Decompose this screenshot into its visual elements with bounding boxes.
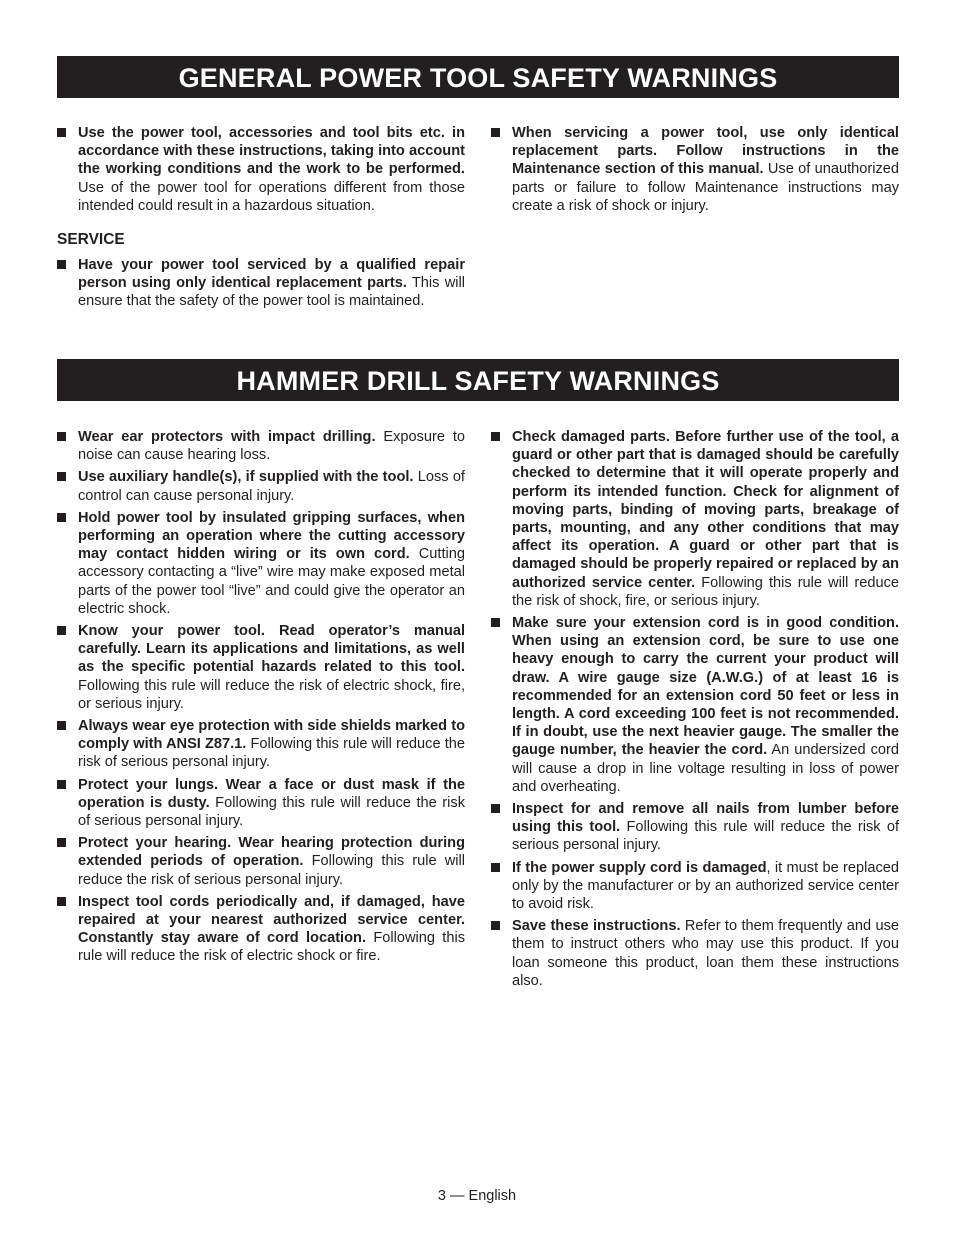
warning-bold-text: Protect your hearing. Wear hearing protection during extended periods of operation.: [78, 835, 465, 870]
general-safety-title: GENERAL POWER TOOL SAFETY WARNINGS: [57, 56, 899, 98]
warning-item: [57, 622, 465, 713]
warning-item: [57, 717, 465, 772]
hammer-drill-left-column: [57, 428, 465, 970]
square-bullet-icon: [491, 618, 500, 627]
warning-item: [491, 800, 899, 855]
warning-bold-text: Protect your lungs. Wear a face or dust mask if the operation is dusty.: [78, 776, 465, 811]
warning-bold-text: Inspect for and remove all nails from lumber before using this tool.: [512, 801, 899, 836]
square-bullet-icon: [57, 897, 66, 906]
square-bullet-icon: [57, 472, 66, 481]
warning-body-text: Refer to them frequently and use them to instruct others who may use this product. If you loan someone this product, loan them these instructions also.: [512, 918, 899, 989]
warning-bold-text: Check damaged parts. Before further use of the tool, a guard or other part that is damaged should be carefully checked to determine that it will operate properly and perform its intended function. Check for alignment of moving parts, binding of moving parts, breakage of parts, mounting, and any other conditions that may affect its operation. A guard or other part that is damaged should be properly repaired or replaced by an authorized service center.: [512, 429, 899, 591]
warning-body-text: , it must be replaced only by the manufacturer or by an authorized service center to avoid risk.: [512, 859, 899, 913]
square-bullet-icon: [491, 804, 500, 813]
warning-bold-text: Inspect tool cords periodically and, if damaged, have repaired at your nearest authorized service center. Constantly stay aware of cord location.: [78, 893, 465, 947]
warning-item: [491, 614, 899, 796]
square-bullet-icon: [491, 921, 500, 930]
square-bullet-icon: [57, 626, 66, 635]
hammer-left-list: [57, 428, 465, 966]
square-bullet-icon: [57, 432, 66, 441]
warning-body-text: Use of unauthorized parts or failure to follow Maintenance instructions may create a risk of shock or injury.: [512, 161, 899, 214]
warning-bold-text: If the power supply cord is damaged: [512, 859, 767, 876]
warning-bold-text: Use the power tool, accessories and tool bits etc. in accordance with these instructions, taking into account the working conditions and the work to be performed.: [78, 125, 465, 178]
square-bullet-icon: [57, 780, 66, 789]
hammer-right-list: [491, 428, 899, 990]
warning-bold-text: When servicing a power tool, use only identical replacement parts. Follow instructions in the Maintenance section of this manual.: [512, 125, 899, 178]
square-bullet-icon: [57, 128, 66, 137]
warning-item: [57, 893, 465, 966]
square-bullet-icon: [57, 721, 66, 730]
warning-bold-text: Wear ear protectors with impact drilling.: [78, 429, 376, 445]
warning-body-text: Following this rule will reduce the risk of serious personal injury.: [78, 794, 465, 830]
warning-item: [57, 776, 465, 831]
warning-item: [491, 124, 899, 215]
general-right-list: [491, 124, 899, 215]
general-safety-right-column: [491, 124, 899, 215]
warning-item: [491, 859, 899, 914]
warning-body-text: Following this rule will reduce the risk of electric shock, fire, or serious injury.: [78, 677, 465, 712]
warning-body-text: This will ensure that the safety of the power tool is maintained.: [78, 275, 465, 310]
warning-body-text: Following this rule will reduce the risk of shock, fire, or serious injury.: [512, 574, 899, 609]
general-safety-left-column: [57, 124, 465, 311]
warning-item: [57, 124, 465, 215]
warning-body-text: An undersized cord will cause a drop in line voltage resulting in loss of power and overheating.: [512, 742, 899, 795]
warning-body-text: Exposure to noise can cause hearing loss.: [78, 429, 465, 464]
warning-item: [491, 917, 899, 990]
warning-item: [57, 256, 465, 311]
service-list: [57, 256, 465, 311]
warning-bold-text: Know your power tool. Read operator’s manual carefully. Learn its applications and limitations, as well as the specific potential hazards related to this tool.: [78, 623, 465, 676]
warning-bold-text: Save these instructions.: [512, 918, 681, 935]
hammer-drill-right-column: [491, 428, 899, 994]
warning-body-text: Following this rule will reduce the risk of serious personal injury.: [512, 819, 899, 854]
warning-bold-text: Always wear eye protection with side shields marked to comply with ANSI Z87.1.: [78, 718, 465, 753]
warning-bold-text: Hold power tool by insulated gripping surfaces, when performing an operation where the cutting accessory may contact hidden wiring or its own cord.: [78, 509, 465, 563]
warning-body-text: Loss of control can cause personal injury.: [78, 469, 465, 504]
square-bullet-icon: [57, 513, 66, 522]
service-heading: SERVICE: [57, 231, 125, 249]
warning-body-text: Use of the power tool for operations different from those intended could result in a hazardous situation.: [78, 179, 465, 214]
warning-bold-text: Use auxiliary handle(s), if supplied with the tool.: [78, 469, 414, 486]
warning-item: [57, 834, 465, 889]
warning-item: [57, 468, 465, 504]
warning-body-text: Following this rule will reduce the risk of serious personal injury.: [78, 853, 465, 888]
general-left-list: [57, 124, 465, 215]
warning-body-text: Cutting accessory contacting a “live” wire may make exposed metal parts of the power tool “live” and could give the operator an electric shock.: [78, 546, 465, 617]
hammer-drill-safety-title: HAMMER DRILL SAFETY WARNINGS: [57, 359, 899, 401]
warning-item: [57, 509, 465, 618]
square-bullet-icon: [57, 838, 66, 847]
square-bullet-icon: [491, 432, 500, 441]
warning-bold-text: Have your power tool serviced by a qualified repair person using only identical replacement parts.: [78, 257, 465, 292]
page-footer: 3 — English: [437, 1188, 517, 1204]
warning-body-text: Following this rule will reduce the risk of serious personal injury.: [78, 736, 465, 771]
warning-body-text: Following this rule will reduce the risk of electric shock or fire.: [78, 930, 465, 965]
warning-item: [491, 428, 899, 610]
warning-bold-text: Make sure your extension cord is in good condition. When using an extension cord, be sure to use one heavy enough to carry the current your product will draw. A wire gauge size (A.W.G.) of at least 16 is recommended for an extension cord 50 feet or less in length. A cord exceeding 100 feet is not recommended. If in doubt, use the next heavier gauge. The smaller the gauge number, the heavier the cord.: [512, 615, 899, 759]
square-bullet-icon: [491, 863, 500, 872]
warning-item: [57, 428, 465, 464]
square-bullet-icon: [491, 128, 500, 137]
square-bullet-icon: [57, 260, 66, 269]
